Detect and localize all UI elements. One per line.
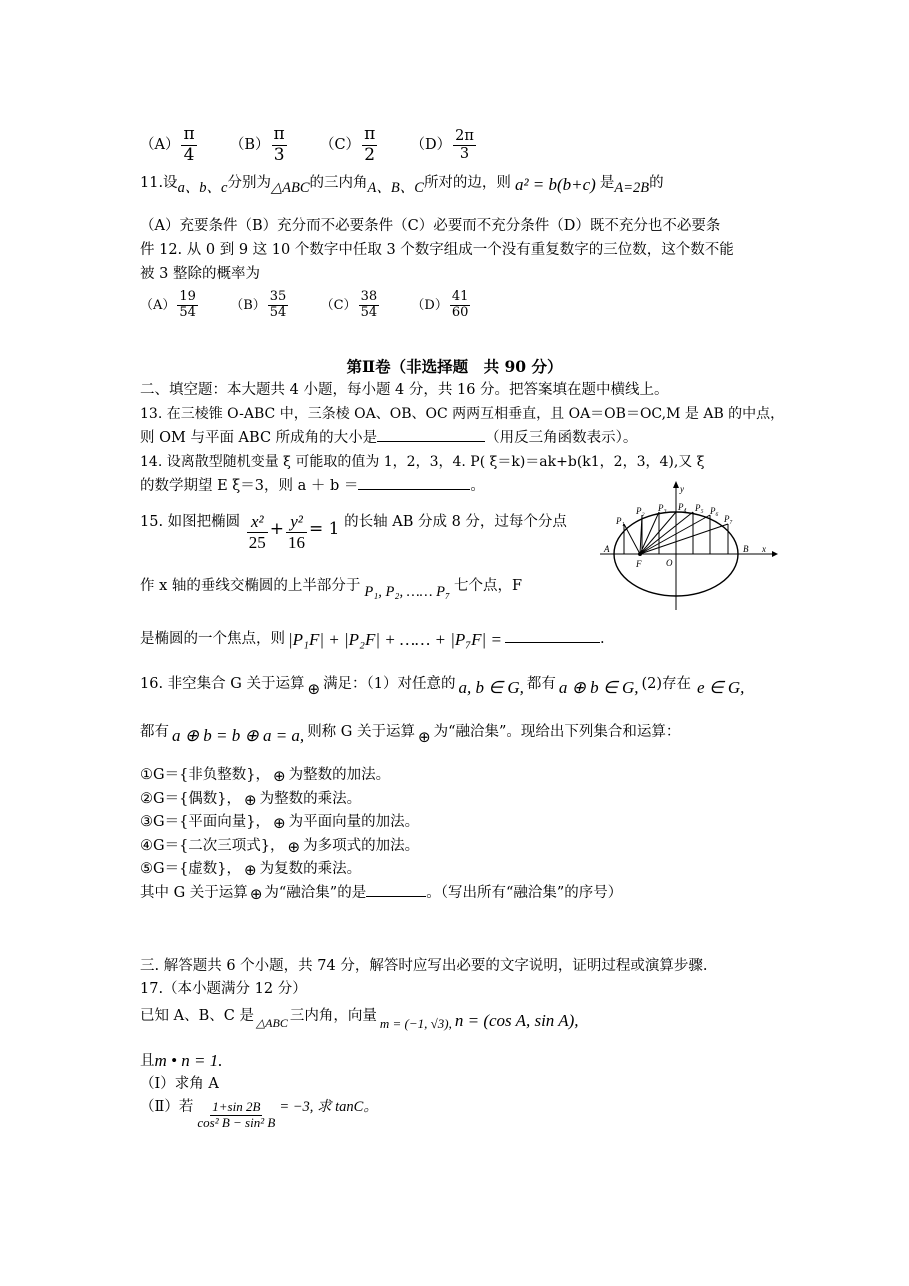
label-B: B [743, 544, 749, 554]
section3-intro: 三. 解答题共 6 个小题，共 74 分，解答时应写出必要的文字说明，证明过程或演算步骤. [140, 958, 708, 974]
q16-item-2: ②G＝{偶数}， ⊕ 为整数的乘法。 [140, 791, 362, 809]
q15-line2: 作 x 轴的垂线交椭圆的上半部分于 P₁, P₂, …… P₇ 七个点，F [140, 578, 523, 600]
q17-heading: 17.（本小题满分 12 分） [140, 981, 307, 997]
q10-options [140, 125, 478, 165]
label-F: F [636, 559, 642, 569]
x-axis-arrow [772, 551, 778, 557]
q16-conclusion: 其中 G 关于运算 ⊕ 为“融洽集”的是 。（写出所有“融洽集”的序号） [140, 885, 623, 903]
q16-item-1: ①G＝{非负整数}， ⊕ 为整数的加法。 [140, 767, 391, 785]
label-A: A [604, 544, 610, 554]
option-d: （D） $\frac{2\pi}{3}$ [410, 127, 474, 162]
q17-given: 已知 A、B、C 是 $_{\triangle ABC}$ 三内角，向量 m = (−1, √3), n = (cos A, sin A), [140, 1008, 579, 1031]
q16-answer-blank[interactable] [366, 896, 426, 897]
option-c: （C） $\frac{\pi}{2}$ [319, 124, 376, 165]
option-a: （A） $\frac{\pi}{4}$ [140, 124, 195, 165]
q16-item-4: ④G＝{二次三项式}， ⊕ 为多项式的加法。 [140, 838, 420, 856]
q17-part1: （Ⅰ）求角 A [140, 1076, 219, 1092]
part2-title: 第Ⅱ卷（非选择题 共 90 分） [346, 357, 563, 376]
q15-line1: 15. 如图把椭圆 $\frac{\text{x²}}{25}$ + $\frac{\text{y²}}{16}$ = 1 的长轴 AB 分成 8 分，过每个分点 [140, 512, 567, 552]
q15-line3: 是椭圆的一个焦点，则 |P₁F| + |P₂F| + …… + |P₇F| = . [140, 630, 605, 649]
ellipse-figure [596, 480, 778, 612]
label-p4: P₄ [678, 502, 687, 512]
q13-line2: 则 OM 与平面 ABC 所成角的大小是 （用反三角函数表示）。 [140, 430, 638, 446]
q16-line2: 都有 a ⊕ b = b ⊕ a = a, 则称 G 关于运算 ⊕ 为“融洽集”。现给出下列集合和运算： [140, 724, 681, 746]
q14-line2: 的数学期望 E ξ＝3，则 a ＋ b ＝ 。 [140, 478, 485, 494]
section2-intro: 二、填空题：本大题共 4 小题，每小题 4 分，共 16 分。把答案填在题中横线上。 [140, 382, 669, 398]
q12-line1: 件 12. 从 0 到 9 这 10 个数字中任取 3 个数字组成一个没有重复数字的三位数，这个数不能 [140, 242, 734, 258]
label-p2: P₂ [636, 506, 645, 516]
q11-line1: 11.设a、b、c分别为△ABC的三内角A、B、C所对的边，则 a² = b(b+c) 是A=2B的 [140, 175, 664, 196]
focus-point [638, 552, 642, 556]
label-y: y [680, 484, 684, 494]
label-O: O [666, 558, 673, 568]
q17-part2: （Ⅱ）若 $\frac{1+\sin 2B}{\text{cos² B − sin² B}}$ = −3, 求 tanC。 [140, 1099, 378, 1130]
label-p3: P₃ [658, 503, 667, 513]
q14-line1: 14. 设离散型随机变量 ξ 可能取的值为 1，2，3，4. P( ξ＝k)＝ak+b(k1，2，3，4),又 ξ [140, 454, 705, 470]
q13-line1: 13. 在三棱锥 O-ABC 中，三条棱 OA、OB、OC 两两互相垂直，且 OA＝OB＝OC,M 是 AB 的中点， [140, 406, 785, 422]
y-axis-arrow [673, 481, 679, 488]
q17-condition: 且m • n = 1. [140, 1051, 223, 1070]
q13-answer-blank[interactable] [377, 441, 485, 442]
option-b: （B） $\frac{\pi}{3}$ [229, 124, 285, 165]
label-p6: P₆ [710, 506, 719, 516]
q12-options: （A） $\frac{19}{54}$ （B） $\frac{35}{54}$ （C） $\frac{38}{54}$ （D） $\frac{41}{60}$ [140, 289, 469, 320]
q16-item-3: ③G＝{平面向量}， ⊕ 为平面向量的加法。 [140, 814, 420, 832]
label-p1: P₁ [616, 516, 625, 526]
label-x: x [762, 544, 766, 554]
label-p7: P₇ [724, 514, 733, 524]
q16-line1: 16. 非空集合 G 关于运算 ⊕ 满足：（1）对任意的 a, b ∈ G, 都有 a ⊕ b ∈ G, (2)存在 e ∈ G, [140, 676, 745, 698]
q15-answer-blank[interactable] [505, 642, 600, 643]
q16-item-5: ⑤G＝{虚数}， ⊕ 为复数的乘法。 [140, 861, 362, 879]
label-p5: P₅ [695, 503, 704, 513]
q12-line2: 被 3 整除的概率为 [140, 266, 260, 282]
q11-options: （A）充要条件（B）充分而不必要条件（C）必要而不充分条件（D）既不充分也不必要条 [140, 218, 721, 234]
q14-answer-blank[interactable] [358, 489, 470, 490]
